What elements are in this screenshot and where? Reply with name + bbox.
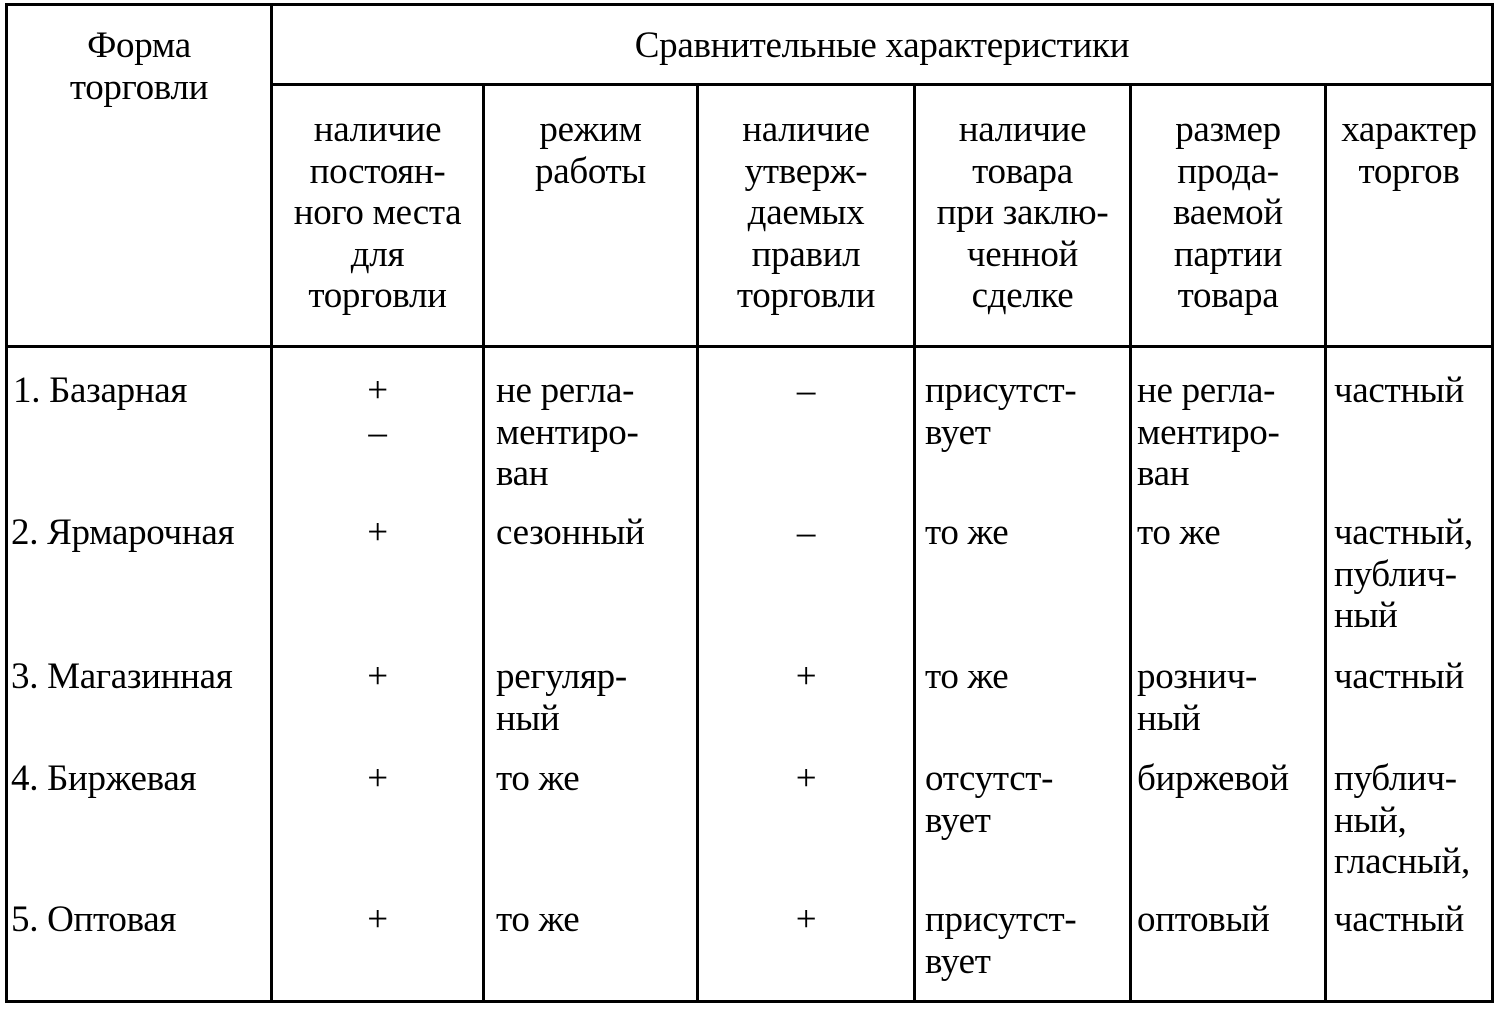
group-header-divider [270,83,1491,86]
row-5-lot: оптовый [1137,899,1270,940]
col-header-goods: наличие товара при заклю- ченной сделке [936,109,1109,316]
row-3-character: частный [1334,656,1464,697]
col-header-character: характер торгов [1341,109,1477,192]
row-5-schedule: то же [496,899,580,940]
row-1-goods: присутст- вует [925,370,1077,453]
row-2-character: частный, публич- ный [1334,512,1473,636]
row-4-character: публич- ный, гласный, [1334,758,1470,882]
row-4-name: 4. Биржевая [11,758,197,799]
col-divider-2 [482,85,485,1000]
group-header-characteristics: Сравнительные характеристики [634,25,1130,66]
row-2-lot: то же [1137,512,1221,553]
row-header-form: Форма торговли [69,25,209,108]
col-divider-6 [1324,85,1327,1000]
row-2-name: 2. Ярмарочная [11,512,235,553]
row-5-name: 5. Оптовая [11,899,177,940]
row-3-goods: то же [925,656,1009,697]
row-3-lot: рознич- ный [1137,656,1258,739]
col-header-rules: наличие утверж- даемых правил торговли [736,109,876,316]
row-3-place: + [367,656,388,697]
col-header-schedule: режим работы [535,109,646,192]
row-1-name: 1. Базарная [13,370,188,411]
row-5-goods: присутст- вует [925,899,1077,982]
col-header-lot: размер прода- ваемой партии товара [1173,109,1283,316]
row-3-name: 3. Магазинная [11,656,233,697]
row-1-rules: – [796,370,816,411]
col-header-place: наличие постоян- ного места для торговли [293,109,462,316]
row-2-rules: – [796,512,816,553]
row-1-character: частный [1334,370,1464,411]
row-5-place: + [367,899,388,940]
row-2-place: + [367,512,388,553]
row-1-schedule: не регла- ментиро- ван [496,370,639,494]
trade-forms-table [5,3,1494,1003]
row-4-goods: отсутст- вует [925,758,1054,841]
row-4-rules: + [795,758,817,799]
row-1-place: + – [367,370,388,453]
row-4-schedule: то же [496,758,580,799]
row-2-goods: то же [925,512,1009,553]
header-body-divider [8,345,1491,348]
row-4-place: + [367,758,388,799]
row-5-rules: + [795,899,817,940]
row-5-character: частный [1334,899,1464,940]
row-4-lot: биржевой [1137,758,1289,799]
row-2-schedule: сезонный [496,512,645,553]
row-3-schedule: регуляр- ный [496,656,627,739]
row-3-rules: + [795,656,817,697]
row-1-lot: не регла- ментиро- ван [1137,370,1280,494]
